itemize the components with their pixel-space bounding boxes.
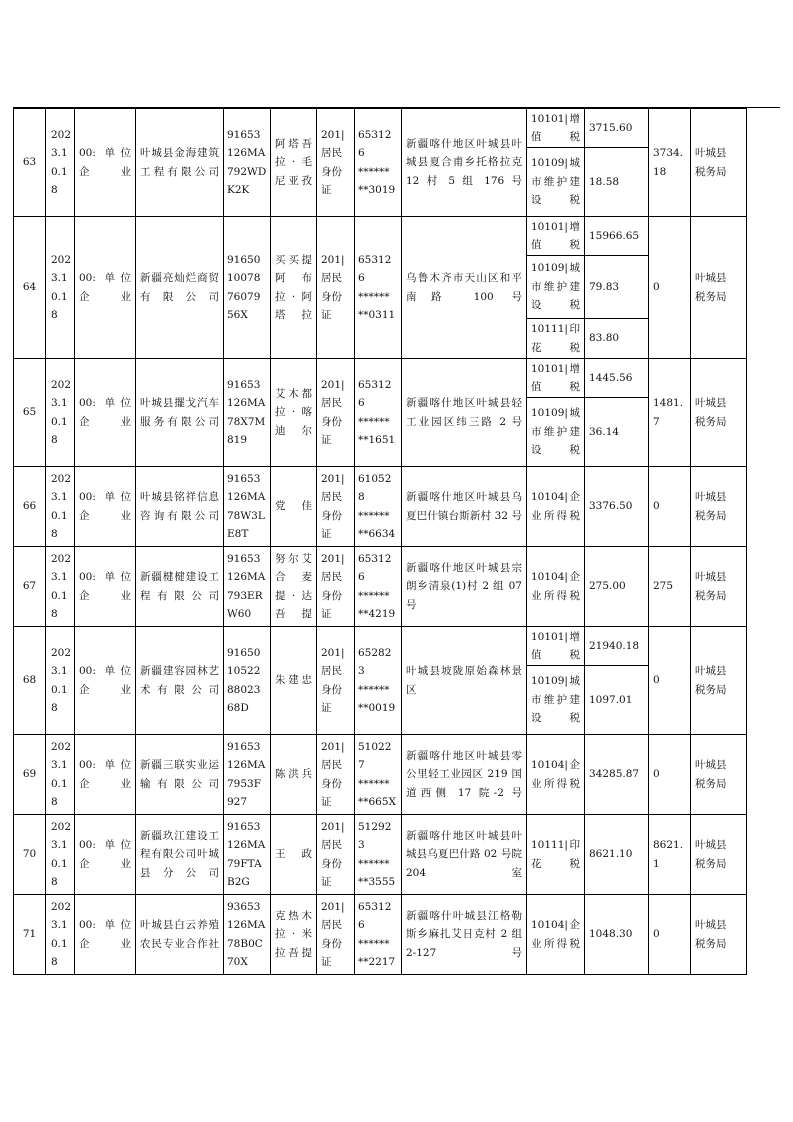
total-cell: 8621. 1 — [649, 815, 691, 895]
tax-item-cell: 10104|企 业所得税 — [527, 467, 585, 547]
tax-authority-cell: 叶城县 税务局 — [691, 217, 747, 359]
date-cell: 202 3.1 0.1 8 — [46, 467, 75, 547]
tax-amount-cell: 3376.50 — [585, 467, 649, 547]
id-number-cell: 610528 ****** **6634 — [355, 467, 402, 547]
credit-code-cell: 91653 126MA 7953F 927 — [224, 735, 271, 815]
total-cell: 1481. 7 — [649, 359, 691, 467]
company-name-cell: 叶城县白云养殖 农民专业合作社 — [136, 895, 224, 975]
id-number-cell: 653126 ****** **1651 — [355, 359, 402, 467]
tax-item-cell: 10109|城 市维护建 设税 — [527, 398, 585, 467]
id-type-cell: 201| 居民 身份 证 — [317, 547, 355, 627]
tax-arrears-table — [13, 108, 747, 975]
tax-amount-cell: 15966.65 — [585, 217, 649, 256]
address-cell: 新疆喀什地区叶城县乌 夏巴什镇台斯新村 32 号 — [402, 467, 527, 547]
address-cell: 新疆喀什地区叶城县宗 朗乡清泉(1)村 2 组 07 号 — [402, 547, 527, 627]
taxpayer-type-cell: 00: 单位 企业 — [75, 467, 136, 547]
tax-authority-cell: 叶城县 税务局 — [691, 547, 747, 627]
date-cell: 202 3.1 0.1 8 — [46, 217, 75, 359]
id-number-cell: 653126 ****** **2217 — [355, 895, 402, 975]
sequence-number-cell: 69 — [14, 735, 46, 815]
id-number-cell: 652823 ****** **0019 — [355, 627, 402, 735]
taxpayer-type-cell: 00: 单位 企业 — [75, 735, 136, 815]
company-name-cell: 新疆玖江建设工 程有限公司叶城 县分公司 — [136, 815, 224, 895]
address-cell: 新疆喀什叶城县江格勒 斯乡麻扎艾日克村 2 组 2-127 号 — [402, 895, 527, 975]
tax-amount-cell: 21940.18 — [585, 627, 649, 666]
sequence-number-cell: 70 — [14, 815, 46, 895]
table-row — [14, 735, 747, 815]
date-cell: 202 3.1 0.1 8 — [46, 359, 75, 467]
tax-item-cell: 10101|增 值税 — [527, 627, 585, 666]
credit-code-cell: 91653 126MA 793ER W60 — [224, 547, 271, 627]
tax-amount-cell: 1048.30 — [585, 895, 649, 975]
total-cell: 0 — [649, 895, 691, 975]
taxpayer-type-cell: 00: 单位 企业 — [75, 895, 136, 975]
id-type-cell: 201| 居民 身份 证 — [317, 109, 355, 217]
sequence-number-cell: 65 — [14, 359, 46, 467]
credit-code-cell: 91650 10522 88023 68D — [224, 627, 271, 735]
sequence-number-cell: 63 — [14, 109, 46, 217]
table-row — [14, 359, 747, 398]
tax-amount-cell: 36.14 — [585, 398, 649, 467]
tax-item-cell: 10109|城 市维护建 设税 — [527, 666, 585, 735]
taxpayer-type-cell: 00: 单位 企业 — [75, 547, 136, 627]
total-cell: 3734. 18 — [649, 109, 691, 217]
tax-item-cell: 10101|增 值税 — [527, 217, 585, 256]
tax-authority-cell: 叶城县 税务局 — [691, 735, 747, 815]
tax-item-cell: 10104|企 业所得税 — [527, 895, 585, 975]
table-row — [14, 815, 747, 895]
tax-item-cell: 10104|企 业所得税 — [527, 547, 585, 627]
credit-code-cell: 91653 126MA 78X7M 819 — [224, 359, 271, 467]
id-number-cell: 653126 ****** **4219 — [355, 547, 402, 627]
legal-person-cell: 王政 — [271, 815, 317, 895]
tax-amount-cell: 1097.01 — [585, 666, 649, 735]
date-cell: 202 3.1 0.1 8 — [46, 627, 75, 735]
credit-code-cell: 91650 10078 76079 56X — [224, 217, 271, 359]
total-cell: 0 — [649, 467, 691, 547]
taxpayer-type-cell: 00: 单位 企业 — [75, 217, 136, 359]
tax-amount-cell: 8621.10 — [585, 815, 649, 895]
sequence-number-cell: 68 — [14, 627, 46, 735]
date-cell: 202 3.1 0.1 8 — [46, 109, 75, 217]
address-cell: 叶城县坡陇原始森林景 区 — [402, 627, 527, 735]
id-number-cell: 512923 ****** **3555 — [355, 815, 402, 895]
tax-amount-cell: 34285.87 — [585, 735, 649, 815]
tax-item-cell: 10104|企 业所得税 — [527, 735, 585, 815]
sequence-number-cell: 66 — [14, 467, 46, 547]
legal-person-cell: 阿塔吾 拉·毛 尼亚孜 — [271, 109, 317, 217]
table-row — [14, 627, 747, 666]
address-cell: 新疆喀什地区叶城县零 公里轻工业园区 219 国 道西侧 17 院-2 号 — [402, 735, 527, 815]
table-row — [14, 547, 747, 627]
tax-amount-cell: 18.58 — [585, 148, 649, 217]
tax-authority-cell: 叶城县 税务局 — [691, 467, 747, 547]
legal-person-cell: 克热木 拉·米 拉吾提 — [271, 895, 317, 975]
id-type-cell: 201| 居民 身份 证 — [317, 815, 355, 895]
tax-authority-cell: 叶城县 税务局 — [691, 895, 747, 975]
company-name-cell: 新疆亮灿烂商贸 有限公司 — [136, 217, 224, 359]
credit-code-cell: 93653 126MA 78B0C 70X — [224, 895, 271, 975]
company-name-cell: 新疆楗楗建设工 程有限公司 — [136, 547, 224, 627]
id-type-cell: 201| 居民 身份 证 — [317, 359, 355, 467]
credit-code-cell: 91653 126MA 79FTA B2G — [224, 815, 271, 895]
credit-code-cell: 91653 126MA 78W3L E8T — [224, 467, 271, 547]
id-type-cell: 201| 居民 身份 证 — [317, 895, 355, 975]
table-row — [14, 109, 747, 148]
taxpayer-type-cell: 00: 单位 企业 — [75, 359, 136, 467]
legal-person-cell: 朱建忠 — [271, 627, 317, 735]
tax-item-cell: 10101|增 值税 — [527, 359, 585, 398]
id-type-cell: 201| 居民 身份 证 — [317, 735, 355, 815]
address-cell: 新疆喀什地区叶城县轻 工业园区纬三路 2 号 — [402, 359, 527, 467]
date-cell: 202 3.1 0.1 8 — [46, 735, 75, 815]
legal-person-cell: 党佳 — [271, 467, 317, 547]
taxpayer-type-cell: 00: 单位 企业 — [75, 627, 136, 735]
legal-person-cell: 买买提 阿 布 拉·阿 塔拉 — [271, 217, 317, 359]
tax-item-cell: 10109|城 市维护建 设税 — [527, 256, 585, 319]
address-cell: 新疆喀什地区叶城县叶 城县乌夏巴什路 02 号院 204 室 — [402, 815, 527, 895]
id-type-cell: 201| 居民 身份 证 — [317, 467, 355, 547]
tax-item-cell: 10109|城 市维护建 设税 — [527, 148, 585, 217]
company-name-cell: 叶城县铭祥信息 咨询有限公司 — [136, 467, 224, 547]
total-cell: 0 — [649, 735, 691, 815]
credit-code-cell: 91653 126MA 792WD K2K — [224, 109, 271, 217]
date-cell: 202 3.1 0.1 8 — [46, 895, 75, 975]
tax-amount-cell: 275.00 — [585, 547, 649, 627]
taxpayer-type-cell: 00: 单位 企业 — [75, 815, 136, 895]
tax-amount-cell: 79.83 — [585, 256, 649, 319]
table-row — [14, 217, 747, 256]
id-number-cell: 510227 ****** **665X — [355, 735, 402, 815]
legal-person-cell: 陈洪兵 — [271, 735, 317, 815]
address-cell: 乌鲁木齐市天山区和平 南路 100 号 — [402, 217, 527, 359]
address-cell: 新疆喀什地区叶城县叶 城县夏合甫乡托格拉克 12 村 5 组 176 号 — [402, 109, 527, 217]
tax-item-cell: 10101|增 值税 — [527, 109, 585, 148]
id-type-cell: 201| 居民 身份 证 — [317, 217, 355, 359]
total-cell: 275 — [649, 547, 691, 627]
id-type-cell: 201| 居民 身份 证 — [317, 627, 355, 735]
sequence-number-cell: 67 — [14, 547, 46, 627]
company-name-cell: 叶城县擺戈汽车 服务有限公司 — [136, 359, 224, 467]
tax-item-cell: 10111|印 花税 — [527, 815, 585, 895]
table-row — [14, 467, 747, 547]
tax-authority-cell: 叶城县 税务局 — [691, 627, 747, 735]
date-cell: 202 3.1 0.1 8 — [46, 547, 75, 627]
taxpayer-type-cell: 00: 单位 企业 — [75, 109, 136, 217]
id-number-cell: 653126 ****** **3019 — [355, 109, 402, 217]
tax-authority-cell: 叶城县 税务局 — [691, 359, 747, 467]
sequence-number-cell: 71 — [14, 895, 46, 975]
tax-amount-cell: 3715.60 — [585, 109, 649, 148]
table-row — [14, 895, 747, 975]
tax-authority-cell: 叶城县 税务局 — [691, 815, 747, 895]
legal-person-cell: 艾木都 拉·喀 迪尔 — [271, 359, 317, 467]
id-number-cell: 653126 ****** **0311 — [355, 217, 402, 359]
total-cell: 0 — [649, 627, 691, 735]
company-name-cell: 叶城县金海建筑 工程有限公司 — [136, 109, 224, 217]
date-cell: 202 3.1 0.1 8 — [46, 815, 75, 895]
tax-authority-cell: 叶城县 税务局 — [691, 109, 747, 217]
tax-item-cell: 10111|印 花税 — [527, 319, 585, 359]
tax-amount-cell: 1445.56 — [585, 359, 649, 398]
legal-person-cell: 努尔艾 合 麦 提·达 吾提 — [271, 547, 317, 627]
sequence-number-cell: 64 — [14, 217, 46, 359]
tax-amount-cell: 83.80 — [585, 319, 649, 359]
total-cell: 0 — [649, 217, 691, 359]
company-name-cell: 新疆三联实业运 输有限公司 — [136, 735, 224, 815]
company-name-cell: 新疆建容园林艺 术有限公司 — [136, 627, 224, 735]
